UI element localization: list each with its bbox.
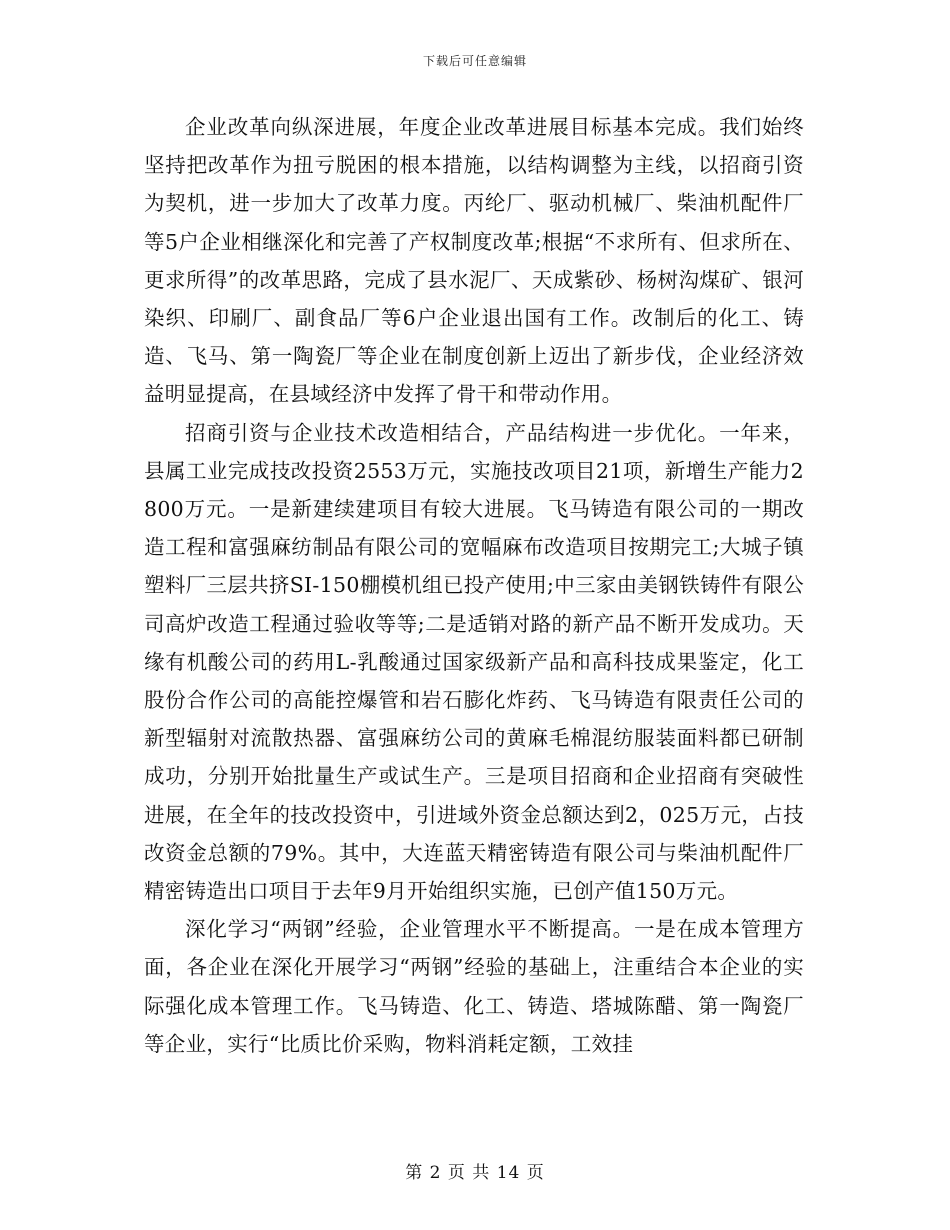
- page-header: 下载后可任意编辑: [422, 54, 527, 68]
- document-body: [144, 108, 804, 1063]
- paragraph-investment-technical-transformation: 招商引资与企业技术改造相结合，产品结构进一步优化。一年来，县属工业完成技改投资2553万元，实施技改项目21项，新增生产能力2800万元。一是新建续建项目有较大进展。飞马铸造有限公司的一期改造工程和富强麻纺制品有限公司的宽幅麻布改造项目按期完工;大城子镇塑料厂三层共挤SI-150棚模机组已投产使用;中三家由美钢铁铸件有限公司高炉改造工程通过验收等等;二是适销对路的新产品不断开发成功。天缘有机酸公司的药用L-乳酸通过国家级新产品和高科技成果鉴定，化工股份合作公司的高能控爆管和岩石膨化炸药、飞马铸造有限责任公司的新型辐射对流散热器、富强麻纺公司的黄麻毛棉混纺服装面料都已研制成功，分别开始批量生产或试生产。三是项目招商和企业招商有突破性进展，在全年的技改投资中，引进域外资金总额达到2，025万元，占技改资金总额的79%。其中，大连蓝天精密铸造有限公司与柴油机配件厂精密铸造出口项目于去年9月开始组织实施，已创产值150万元。: [144, 420, 804, 904]
- paragraph-management-improvement: 深化学习“两钢”经验，企业管理水平不断提高。一是在成本管理方面，各企业在深化开展学习“两钢”经验的基础上，注重结合本企业的实际强化成本管理工作。飞马铸造、化工、铸造、塔城陈醋、第一陶瓷厂等企业，实行“比质比价采购，物料消耗定额，工效挂: [144, 917, 804, 1056]
- page-number-footer: 第 2 页 共 14 页: [405, 1163, 545, 1183]
- paragraph-enterprise-reform: 企业改革向纵深进展，年度企业改革进展目标基本完成。我们始终坚持把改革作为扭亏脱困的根本措施，以结构调整为主线，以招商引资为契机，进一步加大了改革力度。丙纶厂、驱动机械厂、柴油机配件厂等5户企业相继深化和完善了产权制度改革;根据“不求所有、但求所在、更求所得”的改革思路，完成了县水泥厂、天成紫砂、杨树沟煤矿、银河染织、印刷厂、副食品厂等6户企业退出国有工作。改制后的化工、铸造、飞马、第一陶瓷厂等企业在制度创新上迈出了新步伐，企业经济效益明显提高，在县域经济中发挥了骨干和带动作用。: [144, 115, 804, 407]
